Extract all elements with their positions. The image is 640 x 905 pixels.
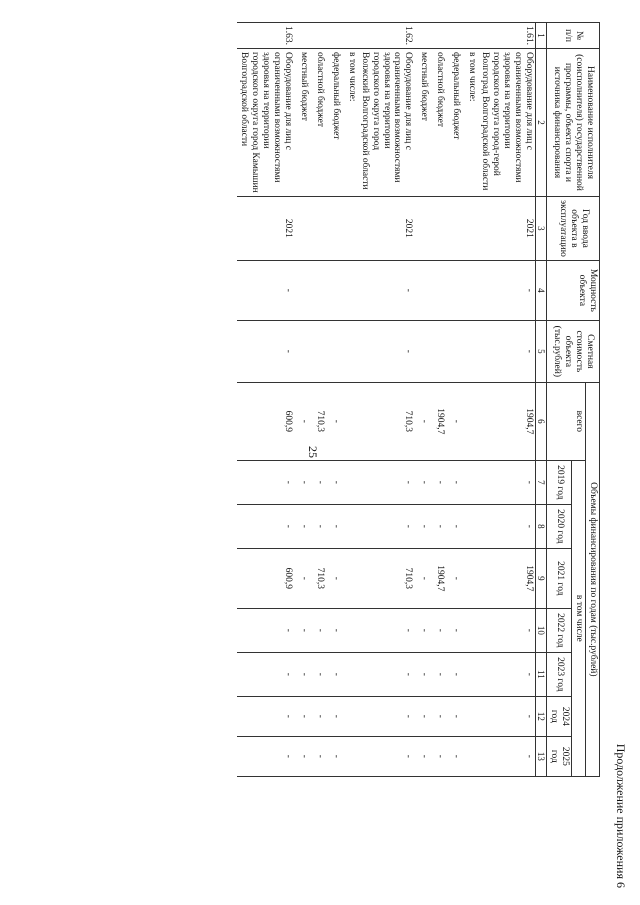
cell-v2020: - <box>414 504 430 548</box>
hdr-total: всего <box>547 382 586 460</box>
cell-cost <box>326 320 342 382</box>
cell-name: в том числе: <box>462 49 478 197</box>
cell-total <box>462 382 478 460</box>
cell-v2020: - <box>478 504 535 548</box>
cell-year <box>446 197 462 261</box>
cell-total: - <box>446 382 462 460</box>
col-number: 12 <box>535 696 546 736</box>
cell-v2020 <box>342 504 358 548</box>
cell-v2022: - <box>478 608 535 652</box>
cell-v2024: - <box>430 696 446 736</box>
table-row <box>430 23 446 777</box>
hdr-2021: 2021 год <box>547 548 572 608</box>
cell-name: областной бюджет <box>310 49 326 197</box>
cell-v2025: - <box>430 736 446 776</box>
cell-v2020 <box>462 504 478 548</box>
cell-v2023: - <box>237 652 294 696</box>
col-number: 6 <box>535 382 546 460</box>
funding-table <box>237 22 600 777</box>
cell-v2021: - <box>446 548 462 608</box>
hdr-funding: Объемы финансирования по годам (тыс.рублей) <box>586 382 600 776</box>
column-number-row <box>535 23 546 777</box>
cell-year <box>414 197 430 261</box>
table-row <box>414 23 430 777</box>
cell-cap: - <box>358 260 415 320</box>
cell-num <box>462 23 478 49</box>
cell-name: Оборудование для лиц с ограниченными возможностями здоровья на территории городского округа город-герой Волгоград Волгоградской области <box>478 49 535 197</box>
table-row <box>478 23 535 777</box>
cell-v2024 <box>342 696 358 736</box>
cell-name: в том числе: <box>342 49 358 197</box>
cell-v2023: - <box>446 652 462 696</box>
cell-v2021 <box>462 548 478 608</box>
cell-v2021: 710,3 <box>310 548 326 608</box>
cell-v2019 <box>462 460 478 504</box>
cell-v2021: 1904,7 <box>430 548 446 608</box>
cell-year: 2021 <box>358 197 415 261</box>
cell-num <box>414 23 430 49</box>
cell-name: местный бюджет <box>414 49 430 197</box>
page-number: 25 <box>306 446 320 458</box>
cell-year <box>430 197 446 261</box>
cell-v2020: - <box>446 504 462 548</box>
cell-v2024: - <box>478 696 535 736</box>
cell-v2022: - <box>294 608 310 652</box>
cell-v2021: 710,3 <box>358 548 415 608</box>
col-number: 8 <box>535 504 546 548</box>
cell-v2024: - <box>294 696 310 736</box>
col-number: 7 <box>535 460 546 504</box>
cell-num <box>430 23 446 49</box>
hdr-2025: 2025 год <box>547 736 572 776</box>
hdr-year: Год ввода объекта в эксплуатацию <box>547 197 600 261</box>
cell-v2023 <box>462 652 478 696</box>
cell-v2021 <box>342 548 358 608</box>
cell-v2023: - <box>294 652 310 696</box>
cell-total: 1904,7 <box>430 382 446 460</box>
cell-num: 1.61. <box>478 23 535 49</box>
cell-num <box>310 23 326 49</box>
cell-cap <box>446 260 462 320</box>
cell-v2025: - <box>326 736 342 776</box>
hdr-2023: 2023 год <box>547 652 572 696</box>
cell-v2022 <box>462 608 478 652</box>
cell-num: 1.63. <box>237 23 294 49</box>
cell-v2019: - <box>237 460 294 504</box>
cell-v2023: - <box>430 652 446 696</box>
cell-v2024: - <box>446 696 462 736</box>
cell-v2024 <box>462 696 478 736</box>
cell-v2019: - <box>358 460 415 504</box>
cell-name: Оборудование для лиц с ограниченными возможностями здоровья на территории городского округа город Волжский Волгоградской области <box>358 49 415 197</box>
cell-num <box>446 23 462 49</box>
cell-cost: - <box>237 320 294 382</box>
cell-cost <box>430 320 446 382</box>
cell-v2019: - <box>414 460 430 504</box>
col-number: 2 <box>535 49 546 197</box>
cell-v2022: - <box>430 608 446 652</box>
cell-year <box>342 197 358 261</box>
table-row <box>446 23 462 777</box>
cell-total: - <box>294 382 310 460</box>
col-number: 11 <box>535 652 546 696</box>
cell-v2020: - <box>358 504 415 548</box>
cell-cap <box>462 260 478 320</box>
cell-v2025: - <box>310 736 326 776</box>
hdr-2020: 2020 год <box>547 504 572 548</box>
hdr-including: в том числе <box>572 460 586 776</box>
cell-cap <box>326 260 342 320</box>
cell-v2022: - <box>326 608 342 652</box>
cell-v2025: - <box>237 736 294 776</box>
cell-name: федеральный бюджет <box>446 49 462 197</box>
cell-v2019: - <box>294 460 310 504</box>
cell-v2024: - <box>237 696 294 736</box>
cell-name: областной бюджет <box>430 49 446 197</box>
hdr-name: Наименование исполнителя (соисполнителя) государственной программы, объекта спорта и источника финансирования <box>547 49 600 197</box>
cell-v2023: - <box>414 652 430 696</box>
cell-name: Оборудование для лиц с ограниченными возможностями здоровья на территории городского округа город Камышин Волгоградской области <box>237 49 294 197</box>
table-row <box>358 23 415 777</box>
cell-v2022: - <box>358 608 415 652</box>
table-row <box>342 23 358 777</box>
cell-v2020: - <box>430 504 446 548</box>
cell-total: 600,9 <box>237 382 294 460</box>
hdr-2022: 2022 год <box>547 608 572 652</box>
cell-total: - <box>414 382 430 460</box>
header-row-1 <box>586 23 600 777</box>
cell-v2024: - <box>326 696 342 736</box>
cell-v2025: - <box>446 736 462 776</box>
cell-cap: - <box>478 260 535 320</box>
cell-cost <box>462 320 478 382</box>
cell-cost <box>342 320 358 382</box>
cell-num: 1.62. <box>358 23 415 49</box>
cell-total: - <box>326 382 342 460</box>
cell-v2023: - <box>310 652 326 696</box>
cell-total: 1904,7 <box>478 382 535 460</box>
cell-cost <box>446 320 462 382</box>
cell-name: местный бюджет <box>294 49 310 197</box>
hdr-cost: Сметная стоимость объекта (тыс.рублей) <box>547 320 600 382</box>
cell-year <box>462 197 478 261</box>
cell-v2022: - <box>446 608 462 652</box>
hdr-2024: 2024 год <box>547 696 572 736</box>
cell-v2022: - <box>237 608 294 652</box>
cell-v2025: - <box>478 736 535 776</box>
cell-v2024: - <box>414 696 430 736</box>
cell-v2019: - <box>446 460 462 504</box>
cell-name: федеральный бюджет <box>326 49 342 197</box>
cell-v2025: - <box>358 736 415 776</box>
cell-v2019: - <box>310 460 326 504</box>
hdr-capacity: Мощность объекта <box>547 260 600 320</box>
cell-cap <box>414 260 430 320</box>
cell-v2021: - <box>414 548 430 608</box>
table-row <box>326 23 342 777</box>
cell-num <box>326 23 342 49</box>
cell-v2020: - <box>294 504 310 548</box>
col-number: 10 <box>535 608 546 652</box>
cell-v2025: - <box>414 736 430 776</box>
cell-v2023: - <box>358 652 415 696</box>
col-number: 1 <box>535 23 546 49</box>
cell-v2020: - <box>237 504 294 548</box>
cell-v2021: 1904,7 <box>478 548 535 608</box>
cell-total: 710,3 <box>358 382 415 460</box>
cell-v2022: - <box>310 608 326 652</box>
cell-v2022 <box>342 608 358 652</box>
cell-v2019 <box>342 460 358 504</box>
cell-total: 710,3 <box>310 382 326 460</box>
cell-year <box>326 197 342 261</box>
col-number: 9 <box>535 548 546 608</box>
cell-cap <box>342 260 358 320</box>
table-body <box>237 23 535 777</box>
table-row <box>237 23 294 777</box>
cell-v2025: - <box>294 736 310 776</box>
cell-v2020: - <box>326 504 342 548</box>
cell-v2023 <box>342 652 358 696</box>
cell-v2021: - <box>294 548 310 608</box>
cell-v2019: - <box>430 460 446 504</box>
hdr-2019: 2019 год <box>547 460 572 504</box>
cell-year: 2021 <box>237 197 294 261</box>
cell-v2024: - <box>310 696 326 736</box>
cell-cost <box>414 320 430 382</box>
cell-v2021: - <box>326 548 342 608</box>
cell-v2019: - <box>326 460 342 504</box>
cell-cap <box>430 260 446 320</box>
cell-cap: - <box>237 260 294 320</box>
cell-v2024: - <box>358 696 415 736</box>
cell-total <box>342 382 358 460</box>
cell-v2025 <box>342 736 358 776</box>
col-number: 5 <box>535 320 546 382</box>
cell-cost: - <box>358 320 415 382</box>
cell-v2022: - <box>414 608 430 652</box>
cell-num <box>294 23 310 49</box>
cell-v2021: 600,9 <box>237 548 294 608</box>
cell-v2019: - <box>478 460 535 504</box>
cell-v2025 <box>462 736 478 776</box>
cell-v2023: - <box>478 652 535 696</box>
col-number: 3 <box>535 197 546 261</box>
hdr-num: № п/п <box>547 23 600 49</box>
col-number: 13 <box>535 736 546 776</box>
cell-cost: - <box>478 320 535 382</box>
table-row <box>462 23 478 777</box>
cell-v2020: - <box>310 504 326 548</box>
col-number: 4 <box>535 260 546 320</box>
cell-v2023: - <box>326 652 342 696</box>
cell-num <box>342 23 358 49</box>
continuation-title: Продолжение приложения 6 <box>614 743 628 888</box>
cell-year: 2021 <box>478 197 535 261</box>
